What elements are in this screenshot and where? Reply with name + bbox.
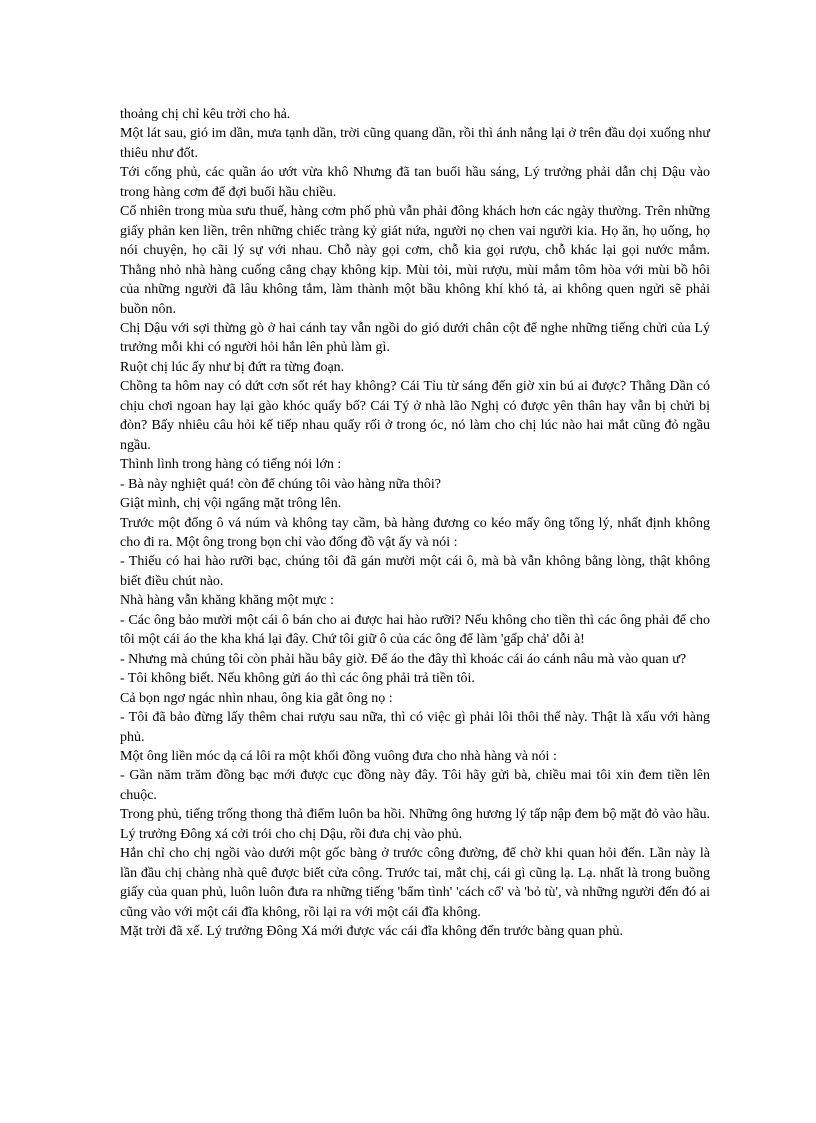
paragraph: Trong phủ, tiếng trống thong thả điểm luôn ba hồi. Những ông hương lý tấp nập đem bộ mặt đỏ vào hầu. Lý trưởng Đông xá cởi trói cho chị Dậu, rồi đưa chị vào phủ. [120, 807, 710, 842]
paragraph: Trước một đống ô vá núm và không tay cầm, bà hàng đương co kéo mấy ông tổng lý, nhất định không cho đi ra. Một ông trong bọn chỉ vào đống đồ vật ấy và nói : [120, 515, 710, 550]
paragraph: Chị Dậu với sợi thừng gò ở hai cánh tay vẫn ngồi do gió dưới chân cột để nghe những tiếng chửi của Lý trưởng mỗi khi có người hỏi hắn lên phủ làm gì. [120, 320, 710, 356]
paragraph: - Nhưng mà chúng tôi còn phải hầu bây giờ. Để áo the đây thì khoác cái áo cánh nâu mà vào quan ư? [120, 651, 687, 667]
paragraph: thoảng chị chỉ kêu trời cho hả. [120, 107, 291, 122]
paragraph: Một ông liền móc dạ cá lôi ra một khối đồng vuông đưa cho nhà hàng và nói : [120, 748, 557, 764]
paragraph: Nhà hàng vẫn khăng khăng một mực : [120, 593, 335, 609]
paragraph: Hắn chỉ cho chị ngồi vào dưới một gốc bàng ở trước công đường, để chờ khi quan hỏi đến. Lần này là lần đầu chị chàng nhà quê được biết cửa công. Trước tai, mắt chị, cái gì cũng lạ. Lạ. nhất là trong buồng giấy của quan phủ, luôn luôn đưa ra những tiếng 'bẩm tình' 'cách cổ' và 'bỏ tù', và những người đến đó ai cũng vào với một cái đĩa không, rồi lại ra với một cái đĩa không. [120, 846, 710, 920]
paragraph: Cố nhiên trong mùa sưu thuế, hàng cơm phố phủ vẫn phải đông khách hơn các ngày thường. Trên những giấy phản ken liền, trên những chiếc tràng kỷ giát nứa, người nọ chen vai người kia. Họ ăn, họ uống, họ nói chuyện, họ cãi lý sự với nhau. Chỗ này gọi cơm, chỗ kia gọi rượu, chỗ khác lại gọi nước mắm. Thằng nhỏ nhà hàng cuống cẳng chạy không kịp. Mùi tỏi, mùi rượu, mùi mắm tôm hòa với mùi bồ hôi của những người đã lâu không tắm, làm thành một bầu không khí khó tả, ai không quen ngửi sẽ phải buồn nôn. [120, 204, 710, 317]
paragraph: Thình lình trong hàng có tiếng nói lớn : [120, 457, 342, 473]
paragraph: Cả bọn ngơ ngác nhìn nhau, ông kia gắt ông nọ : [120, 690, 393, 706]
paragraph: - Bà này nghiệt quá! còn để chúng tôi vào hàng nữa thôi? [120, 476, 441, 492]
paragraph: - Tôi đã bảo đừng lấy thêm chai rượu sau nữa, thì có việc gì phải lôi thôi thế này. Thật là xấu với hàng phủ. [120, 710, 710, 745]
paragraph: - Gần năm trăm đồng bạc mới được cục đồng này đây. Tôi hãy gửi bà, chiều mai tôi xin đem tiền lên chuộc. [120, 768, 710, 803]
paragraph: - Tôi không biết. Nếu không gửi áo thì các ông phải trả tiền tôi. [120, 671, 475, 687]
paragraph: - Các ông bảo mười một cái ô bán cho ai được hai hào rưỡi? Nếu không cho tiền thì các ông phải để cho tôi một cái áo the kha khá lại đây. Chứ tôi giữ ô của các ông để làm 'gấp chả' dỗi à! [120, 612, 710, 648]
paragraph: Ruột chị lúc ấy như bị đứt ra từng đoạn. [120, 359, 345, 375]
paragraph: Chồng ta hôm nay có dứt cơn sốt rét hay không? Cái Tỉu từ sáng đến giờ xin bú ai được? Thằng Dần có chịu chơi ngoan hay lại gào khóc quấy bố? Cái Tý ở nhà lão Nghị có được yên thân hay vẫn bị chửi bị đòn? Bấy nhiêu câu hỏi kế tiếp nhau quấy rối ở trong óc, nó làm cho chị lúc nào hai mắt cũng đỏ ngầu ngầu. [120, 379, 710, 453]
paragraph: Giật mình, chị vội ngẩng mặt trông lên. [120, 496, 342, 512]
document-body [120, 105, 710, 941]
paragraph: Một lát sau, gió im dần, mưa tạnh dần, trời cũng quang dần, rồi thì ánh nắng lại ở trên đầu dọi xuống như thiêu như đốt. [120, 126, 710, 161]
paragraph: - Thiếu có hai hào rưỡi bạc, chúng tôi đã gán mười một cái ô, mà bà vẫn không bằng lòng, thật không biết điều chút nào. [120, 554, 710, 589]
paragraph: Mặt trời đã xế. Lý trưởng Đông Xá mới được vác cái đĩa không đến trước bàng quan phủ. [120, 924, 623, 940]
paragraph: Tới cổng phủ, các quần áo ướt vừa khô Nhưng đã tan buổi hầu sáng, Lý trưởng phải dẫn chị Dậu vào trong hàng cơm để đợi buổi hầu chiều. [120, 165, 710, 200]
